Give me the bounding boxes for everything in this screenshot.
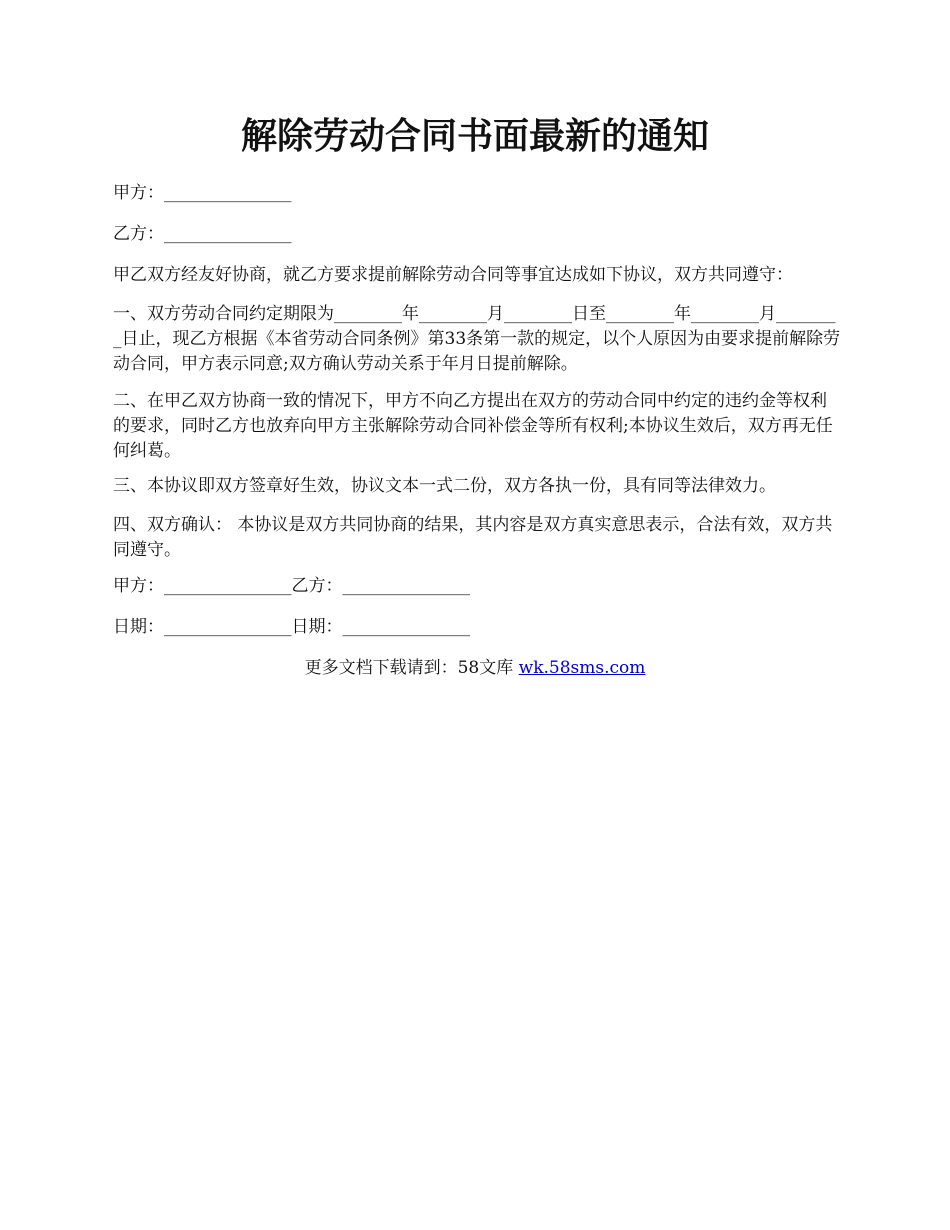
footer-link[interactable]: wk.58sms.com: [518, 658, 646, 678]
signature-line: 甲方：_______________乙方：_______________: [113, 576, 470, 596]
clause-2-paragraph: 二、在甲乙双方协商一致的情况下，甲方不向乙方提出在双方的劳动合同中约定的违约金等权利的要求，同时乙方也放弃向甲方主张解除劳动合同补偿金等所有权利;本协议生效后，双方再无任何纠葛。: [113, 391, 833, 461]
document-title: 解除劳动合同书面最新的通知: [240, 115, 709, 157]
party-b-line: 乙方：_______________: [113, 224, 292, 244]
footer-download-note: [0, 656, 950, 681]
footer-prefix: 更多文档下载请到：58文库: [304, 658, 519, 678]
clause-1-paragraph: 一、双方劳动合同约定期限为________年________月________日至________年________月________日止，现乙方根据《本省劳动合同条例》第33条第一款的规定，以个人原因为由要求提前解除劳动合同，甲方表示同意;双方确认劳动关系于年月日提前解除。: [113, 304, 841, 374]
intro-paragraph: 甲乙双方经友好协商，就乙方要求提前解除劳动合同等事宜达成如下协议，双方共同遵守：: [113, 265, 793, 285]
party-a-line: 甲方：_______________: [113, 183, 292, 203]
clause-4-paragraph: 四、双方确认： 本协议是双方共同协商的结果，其内容是双方真实意思表示，合法有效，双方共同遵守。: [113, 515, 833, 560]
clause-3-paragraph: 三、本协议即双方签章好生效，协议文本一式二份，双方各执一份，具有同等法律效力。: [113, 476, 776, 496]
date-line: 日期：_______________日期：_______________: [113, 617, 470, 637]
